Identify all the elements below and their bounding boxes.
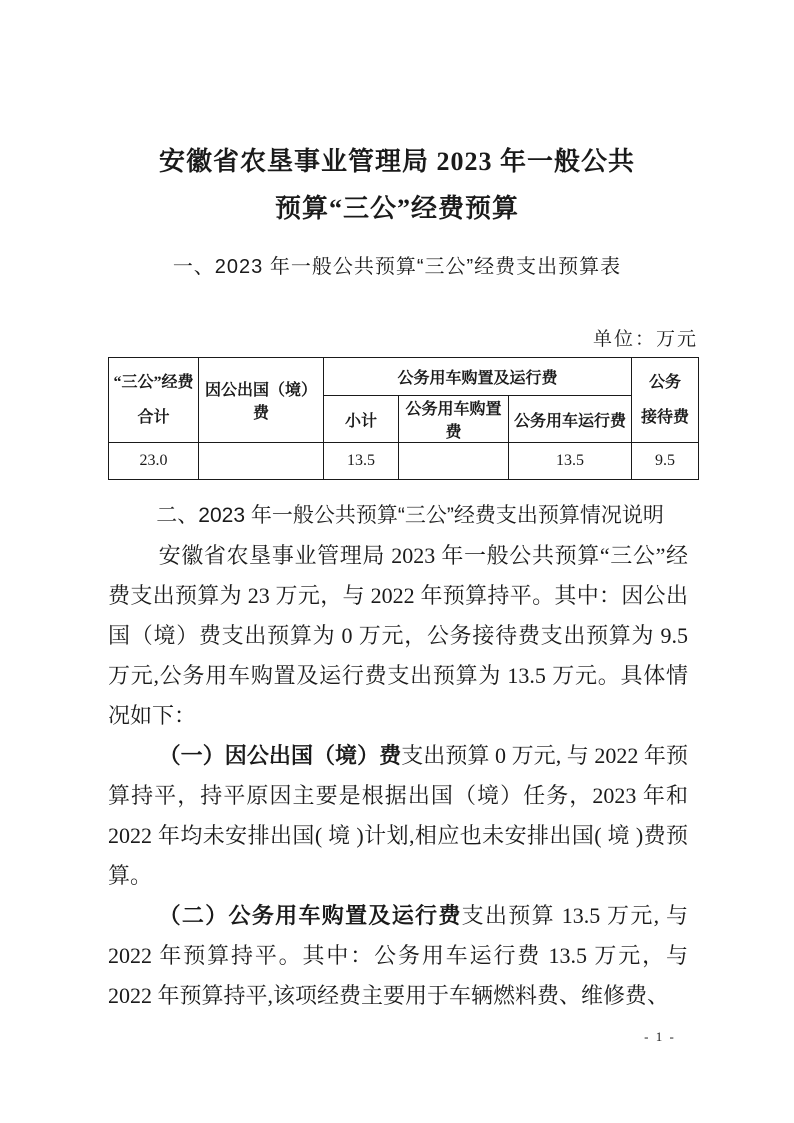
value-vehicle-purchase	[399, 443, 509, 480]
table-header-row-1	[109, 358, 699, 396]
value-abroad	[199, 443, 324, 480]
value-subtotal: 13.5	[324, 443, 399, 480]
header-vehicle-purchase: 公务用车购置费	[399, 396, 509, 443]
page-number: - 1 -	[644, 1029, 676, 1044]
item2-lead-bold: （二）公务用车购置及运行费	[158, 903, 462, 928]
header-reception-line1: 公务	[648, 374, 681, 391]
header-vehicle-group: 公务用车购置及运行费	[324, 358, 632, 396]
document-title-line1: 安徽省农垦事业管理局 2023 年一般公共	[158, 147, 635, 176]
section2-item-2	[108, 896, 688, 1016]
table-data-row	[109, 443, 699, 480]
table-unit-label: 单位：万元	[592, 329, 698, 350]
budget-table	[108, 357, 699, 480]
document-title	[102, 138, 692, 232]
value-reception: 9.5	[632, 443, 699, 480]
section2-body	[108, 496, 688, 1016]
header-abroad: 因公出国（境）费	[199, 358, 324, 443]
section2-paragraph-1: 安徽省农垦事业管理局 2023 年一般公共预算“三公”经费支出预算为 23 万元，与 2022 年预算持平。其中：因公出国（境）费支出预算为 0 万元，公务接待费支出预算为 9.5 万元,公务用车购置及运行费支出预算为 13.5 万元。具体情况如下：	[108, 543, 688, 728]
item1-text: 支出预算 0 万元, 与 2022 年预算持平，持平原因主要是根据出国（境）任务，2023 年和 2022 年均未安排出国( 境 )计划,相应也未安排出国( 境 )费预算。	[108, 743, 688, 888]
header-reception-line2: 接待费	[640, 409, 689, 426]
item2-text: 支出预算 13.5 万元, 与 2022 年预算持平。其中：公务用车运行费 13.5 万元，与 2022 年预算持平,该项经费主要用于车辆燃料费、维修费、	[108, 903, 688, 1008]
section2-heading: 二、2023 年一般公共预算“三公”经费支出预算情况说明	[156, 504, 664, 527]
value-sangong-total: 23.0	[109, 443, 199, 480]
header-reception	[632, 358, 699, 443]
item1-lead-bold: （一）因公出国（境）费	[158, 743, 402, 768]
document-title-line2: 预算“三公”经费预算	[274, 194, 519, 223]
value-vehicle-operation: 13.5	[509, 443, 632, 480]
header-subtotal: 小计	[324, 396, 399, 443]
section1-heading: 一、2023 年一般公共预算“三公”经费支出预算表	[172, 256, 622, 278]
section2-item-1	[108, 736, 688, 896]
header-sangong-total-line2: 合计	[137, 409, 170, 426]
header-sangong-total	[109, 358, 199, 443]
header-vehicle-operation: 公务用车运行费	[509, 396, 632, 443]
header-sangong-total-line1: “三公”经费	[113, 374, 194, 391]
